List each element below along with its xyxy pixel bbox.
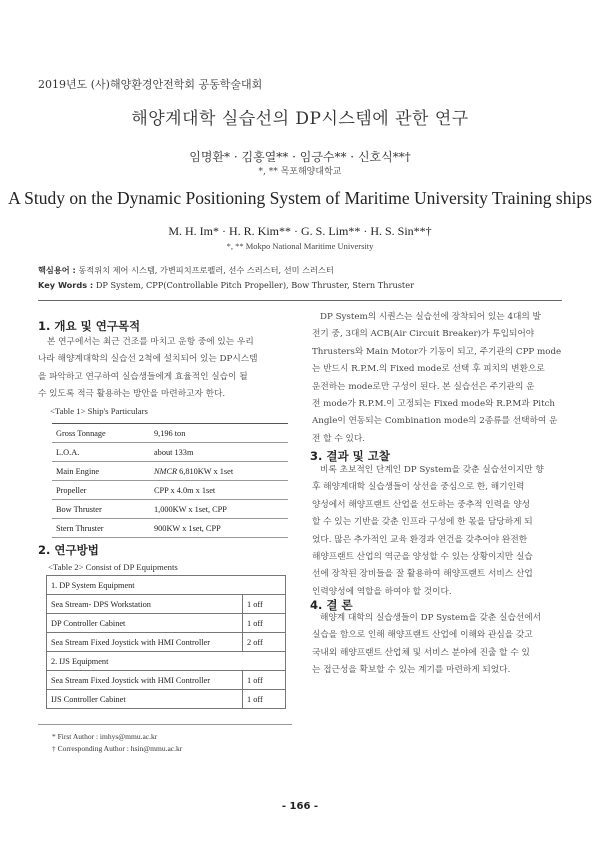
section-3-line: 었다. 많은 추가적인 교육 환경과 연건을 갖추어야 완전한 [312, 534, 528, 545]
table-row [52, 519, 288, 538]
table-row [47, 652, 286, 671]
section-3-line: 후 해양계대학 실습생들이 상선을 중심으로 한, 해기인력 [312, 482, 525, 493]
table-row [47, 614, 286, 633]
section-3-line: 양성에서 해양프랜트 산업을 선도하는 중추적 인력을 양성 [312, 499, 530, 510]
paragraph-line: 운전하는 mode로만 구성이 된다. 본 실습선은 주기관의 운 [312, 381, 535, 392]
footnote-corresponding-author: † Corresponding Author : hsin@mmu.ac.kr [52, 744, 183, 753]
paragraph-line: Angle이 연동되는 Combination mode의 2종류를 선택하여 운 [312, 416, 558, 427]
table-cell-value: 900KW x 1set, CPP [154, 523, 221, 533]
section-2-heading: 2. 연구방법 [38, 543, 99, 557]
footnote-divider [38, 724, 292, 725]
page-title-english: A Study on the Dynamic Positioning System of Maritime University Training ships [8, 188, 592, 208]
ship-particulars-table [52, 423, 288, 538]
keywords-divider [38, 300, 562, 301]
table-2-caption: <Table 2> Consist of DP Equipments [48, 562, 178, 572]
table-cell-item: 2. IJS Equipment [47, 652, 286, 671]
section-1-body [38, 334, 292, 404]
section-1-line: 본 연구에서는 최근 건조를 마치고 운항 중에 있는 우리 [47, 337, 254, 347]
section-1-heading: 1. 개요 및 연구목적 [38, 319, 141, 333]
table-cell-value-italic: NMCR [154, 466, 178, 476]
affiliation-korean: *, ** 목포해양대학교 [258, 167, 342, 177]
page-number: - 166 - [281, 801, 319, 812]
table-cell-value: about 133m [154, 447, 194, 457]
table-cell-qty: 1 off [243, 671, 286, 690]
affiliation-english: *, ** Mokpo National Maritime University [226, 241, 374, 251]
table-row [52, 481, 288, 500]
table-cell-qty: 1 off [243, 614, 286, 633]
table-1-caption: <Table 1> Ship's Particulars [50, 406, 148, 416]
paragraph-line: DP System의 시퀀스는 실습선에 장착되어 있는 4대의 발 [320, 312, 541, 322]
section-4-heading: 4. 결 론 [310, 598, 353, 612]
conference-name: 2019년도 (사)해양환경안전학회 공동학술대회 [38, 78, 263, 91]
dp-equipment-table [46, 575, 286, 709]
authors-english: M. H. Im* · H. R. Kim** · G. S. Lim** · H. S. Sin**† [168, 224, 432, 238]
table-cell-label: Bow Thruster [56, 504, 102, 514]
keywords-korean-text: 동적위치 제어 시스템, 가변피치프로펠러, 선수 스러스터, 선미 스러스터 [78, 265, 334, 275]
table-row [52, 500, 288, 519]
table-row [47, 690, 286, 709]
paragraph-line: 는 반드시 R.P.M.의 Fixed mode로 선택 후 피치의 변환으로 [312, 364, 545, 375]
section-3-line: 인력양성에 역할을 하여야 할 것이다. [312, 586, 452, 597]
table-row [47, 633, 286, 652]
section-1-line: 을 파악하고 연구하여 실습생들에게 효율적인 실습이 될 [38, 371, 248, 382]
table-cell-item: 1. DP System Equipment [47, 576, 286, 595]
dp-sequence-paragraph [312, 309, 562, 448]
table-cell-value: 9,196 ton [154, 428, 186, 438]
keywords-english [38, 280, 414, 290]
table-cell-value: CPP x 4.0m x 1set [154, 485, 216, 495]
table-cell-label: Propeller [56, 485, 87, 495]
section-3-line: 할 수 있는 기반을 갖춘 인프라 구성에 한 몫을 담당하게 되 [312, 517, 533, 528]
table-cell-label: Stern Thruster [56, 523, 104, 533]
page-title-korean: 해양계대학 실습선의 DP시스템에 관한 연구 [131, 109, 469, 129]
paragraph-line: 전 할 수 있다. [312, 433, 366, 444]
keywords-korean [38, 265, 334, 276]
table-cell-item: DP Controller Cabinet [47, 614, 243, 633]
table-cell-value [150, 462, 288, 481]
section-1-line: 나라 해양계대학의 실습선 2척에 설치되어 있는 DP시스템 [38, 354, 258, 365]
keywords-english-label: Key Words : [38, 280, 94, 290]
table-row [47, 576, 286, 595]
section-4-line: 는 접근성을 확보할 수 있는 계기를 마련하게 되었다. [312, 665, 511, 676]
section-3-line: 비록 초보적인 단계인 DP System을 갖춘 실습선이지만 향 [320, 465, 544, 475]
paragraph-line: Thrusters와 Main Motor가 기동이 되고, 주기관의 CPP mode [312, 346, 562, 357]
section-3-body [312, 462, 562, 601]
section-4-line: 해양계 대학의 실습생들이 DP System을 갖춘 실습선에서 [320, 613, 542, 623]
section-4-line: 국내외 해양프랜트 산업체 및 서비스 분야에 진출 할 수 있 [312, 647, 530, 658]
table-cell-item: Sea Stream- DPS Workstation [47, 595, 243, 614]
table-cell-label: Gross Tonnage [56, 428, 106, 438]
paragraph-line: 전기 중, 3대의 ACB(Air Circuit Breaker)가 투입되어야 [312, 329, 535, 340]
paragraph-line: 전 mode가 R.P.M.이 고정되는 Fixed mode와 R.P.M과 Pitch [312, 399, 556, 410]
keywords-english-text: DP System, CPP(Controllable Pitch Propeller), Bow Thruster, Stern Thruster [95, 280, 414, 290]
section-3-heading: 3. 결과 및 고찰 [310, 449, 390, 463]
table-row [52, 424, 288, 443]
table-cell-label: Main Engine [56, 466, 100, 476]
table-cell-qty: 1 off [243, 690, 286, 709]
table-cell-item: Sea Stream Fixed Joystick with HMI Controller [47, 671, 243, 690]
table-row [52, 443, 288, 462]
table-cell-qty: 1 off [243, 595, 286, 614]
table-cell-item: IJS Controller Cabinet [47, 690, 243, 709]
authors-korean: 임명환* · 김홍열** · 임긍수** · 신호식**† [189, 150, 411, 164]
section-4-line: 실습을 함으로 인해 해양프랜트 산업에 이해와 관심을 갖고 [312, 630, 533, 641]
section-1-line: 수 있도록 적극 활용하는 방안을 마련하고자 한다. [38, 389, 226, 400]
section-3-line: 선에 장착된 장비들을 잘 활용하여 해양프랜트 서비스 산업 [312, 569, 533, 580]
table-cell-label: L.O.A. [56, 447, 80, 457]
section-3-line: 해양프랜트 산업의 역군을 양성할 수 있는 상황이지만 실습 [312, 552, 533, 563]
table-cell-item: Sea Stream Fixed Joystick with HMI Controller [47, 633, 243, 652]
table-cell-value-rest: 6,810KW x 1set [179, 466, 234, 476]
table-row [47, 671, 286, 690]
table-cell-value: 1,000KW x 1set, CPP [154, 504, 227, 514]
table-row [47, 595, 286, 614]
footnote-first-author: * First Author : imhys@mmu.ac.kr [52, 732, 158, 741]
keywords-korean-label: 핵심용어 : [38, 265, 76, 275]
section-4-body [312, 610, 562, 680]
table-row [52, 462, 288, 481]
table-cell-qty: 2 off [243, 633, 286, 652]
